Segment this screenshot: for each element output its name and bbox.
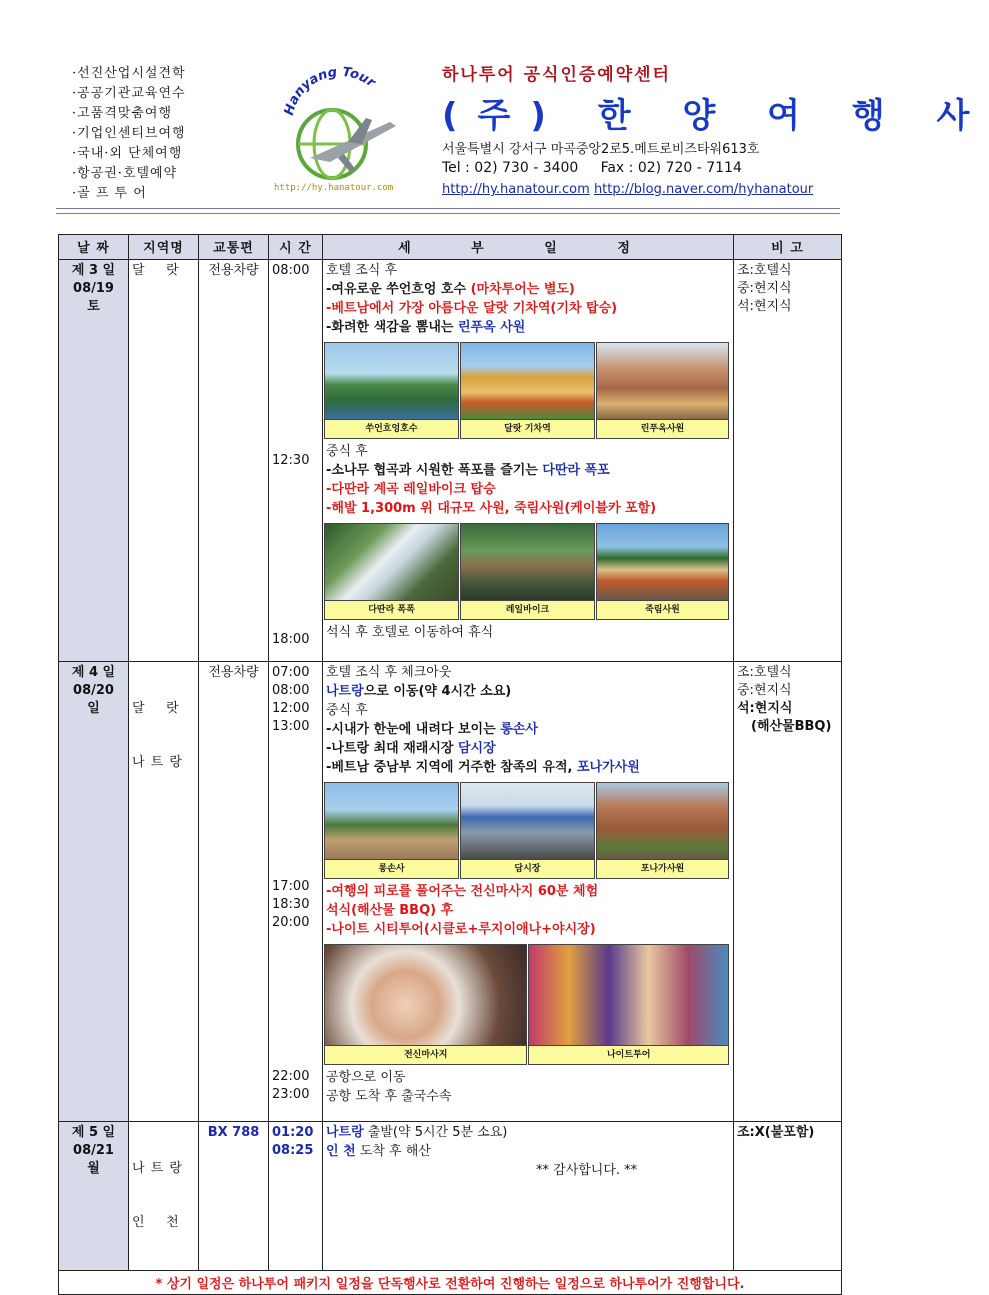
region-cell xyxy=(129,1122,199,1271)
meal-note: 석:현지식 xyxy=(737,701,793,716)
schedule-line xyxy=(326,740,730,759)
photo-caption: 포나가사원 xyxy=(597,859,728,878)
truclam-image xyxy=(597,524,728,600)
service-item: ·고품격맞춤여행 xyxy=(72,106,173,121)
region-cell xyxy=(129,260,199,662)
day-cell xyxy=(59,1122,129,1271)
line-highlight: 나트랑 xyxy=(326,1125,364,1140)
time-entry: 08:25 xyxy=(272,1143,314,1158)
col-date: 날 짜 xyxy=(59,235,129,260)
schedule-line: 중식 후 xyxy=(326,703,368,718)
time-entry: 18:00 xyxy=(272,632,310,647)
photo-station xyxy=(460,342,595,439)
longson-image xyxy=(325,783,458,859)
notes-cell xyxy=(734,662,842,1122)
schedule-line: 호텔 조식 후 체크아웃 xyxy=(326,665,452,680)
photo-caption: 린푸옥사원 xyxy=(597,419,728,438)
date-label: 08/21 xyxy=(73,1143,114,1158)
line-highlight: 담시장 xyxy=(458,741,496,756)
lake-image xyxy=(325,343,458,419)
line-highlight: 나트랑 xyxy=(326,684,364,699)
company-links xyxy=(442,182,813,197)
time-cell xyxy=(269,662,323,1122)
time-cell xyxy=(269,1122,323,1271)
photo-railbike xyxy=(460,523,595,620)
col-details: 세 부 일 정 xyxy=(323,235,734,260)
photo-caption: 달랏 기차역 xyxy=(461,419,594,438)
time-entry: 13:00 xyxy=(272,719,310,734)
logo-text: Hanyang Tour xyxy=(281,64,378,118)
line-text: -화려한 색감을 뽐내는 xyxy=(326,320,458,335)
photo-caption: 쑤언흐엉호수 xyxy=(325,419,458,438)
service-item: ·공공기관교육연수 xyxy=(72,86,186,101)
photo-massage xyxy=(324,944,527,1065)
schedule-line: 공항 도착 후 출국수속 xyxy=(326,1089,452,1104)
flight-number: BX 788 xyxy=(207,1125,260,1140)
weekday-label: 일 xyxy=(87,701,100,716)
weekday-label: 토 xyxy=(87,299,100,314)
homepage-link[interactable]: http://hy.hanatour.com xyxy=(442,182,590,197)
region-label: 인 천 xyxy=(132,1215,180,1230)
schedule-line: 호텔 조식 후 xyxy=(326,263,398,278)
day-cell xyxy=(59,260,129,662)
schedule-line: -여행의 피로를 풀어주는 전신마사지 60분 체험 xyxy=(326,884,599,899)
schedule-line xyxy=(326,721,730,740)
time-entry: 08:00 xyxy=(272,263,310,278)
station-image xyxy=(461,343,594,419)
globe-plane-logo-icon xyxy=(270,62,410,192)
photo-caption: 담시장 xyxy=(461,859,594,878)
transport-label: 전용차량 xyxy=(208,263,259,278)
schedule-line xyxy=(326,1143,730,1162)
photo-nightmarket xyxy=(528,944,729,1065)
notes-cell xyxy=(734,260,842,662)
table-row-day3 xyxy=(59,260,842,662)
line-text: 도착 후 해산 xyxy=(355,1144,431,1159)
meal-note: 조:호텔식 xyxy=(737,263,792,278)
meal-note: 조:X(불포함) xyxy=(737,1125,815,1140)
date-label: 08/20 xyxy=(73,683,114,698)
line-text: 출발(약 5시간 5분 소요) xyxy=(363,1125,508,1140)
services-list xyxy=(72,64,186,204)
photo-caption: 롱손사 xyxy=(325,859,458,878)
photo-waterfall xyxy=(324,523,459,620)
line-highlight: (마차투어는 별도) xyxy=(470,282,575,297)
waterfall-image xyxy=(325,524,458,600)
photo-lake xyxy=(324,342,459,439)
col-region: 지역명 xyxy=(129,235,199,260)
ponagar-image xyxy=(597,783,728,859)
table-row-day4 xyxy=(59,662,842,1122)
blog-link[interactable]: http://blog.naver.com/hyhanatour xyxy=(593,182,814,197)
photo-strip xyxy=(324,342,730,439)
schedule-line: -해발 1,300m 위 대규모 사원, 죽림사원(케이블카 포함) xyxy=(326,501,657,516)
header-divider xyxy=(56,208,840,214)
schedule-line: -베트남에서 가장 아름다운 달랏 기차역(기차 탑승) xyxy=(326,301,618,316)
time-entry: 01:20 xyxy=(272,1125,314,1140)
schedule-line xyxy=(326,759,730,778)
schedule-line: 공항으로 이동 xyxy=(326,1070,406,1085)
schedule-line: -나이트 시티투어(시클로+루지이애나+야시장) xyxy=(326,922,596,937)
time-entry: 12:00 xyxy=(272,701,310,716)
photo-ponagar xyxy=(596,782,729,879)
schedule-line xyxy=(326,1124,730,1143)
day-label: 제 3 일 xyxy=(71,263,116,278)
meal-note: 중:현지식 xyxy=(737,683,792,698)
schedule-line: 석식(해산물 BBQ) 후 xyxy=(326,903,454,918)
weekday-label: 월 xyxy=(87,1161,100,1176)
table-header-row xyxy=(59,235,842,260)
footer-row xyxy=(59,1271,842,1295)
schedule-line xyxy=(326,683,730,702)
schedule-line: 중식 후 xyxy=(326,444,368,459)
company-name: (주) 한 양 여 행 사 xyxy=(442,96,989,136)
time-entry: 18:30 xyxy=(272,897,310,912)
date-label: 08/19 xyxy=(73,281,114,296)
photo-strip xyxy=(324,782,730,879)
line-text: 으로 이동(약 4시간 소요) xyxy=(363,684,512,699)
schedule-line xyxy=(326,319,730,338)
details-cell xyxy=(323,260,734,662)
line-text: -소나무 협곡과 시원한 폭포를 즐기는 xyxy=(326,463,543,478)
line-highlight: 린푸옥 사원 xyxy=(458,320,526,335)
schedule-line: -다딴라 계곡 레일바이크 탑승 xyxy=(326,482,496,497)
company-logo xyxy=(270,62,410,192)
service-item: ·국내·외 단체여행 xyxy=(72,146,183,161)
schedule-table xyxy=(58,234,842,1295)
service-item: ·선진산업시설견학 xyxy=(72,66,186,81)
line-text: -시내가 한눈에 내려다 보이는 xyxy=(326,722,501,737)
line-text: -여유로운 쑤언흐엉 호수 xyxy=(326,282,471,297)
schedule-line xyxy=(326,462,730,481)
time-entry: 20:00 xyxy=(272,915,310,930)
massage-image xyxy=(325,945,526,1045)
schedule-line: 석식 후 호텔로 이동하여 휴식 xyxy=(326,625,494,640)
temple-image xyxy=(597,343,728,419)
line-highlight: 포나가사원 xyxy=(576,760,640,775)
day-label: 제 5 일 xyxy=(71,1125,116,1140)
details-cell xyxy=(323,662,734,1122)
day-cell xyxy=(59,662,129,1122)
photo-strip xyxy=(324,523,730,620)
col-transport: 교통편 xyxy=(199,235,269,260)
logo-url: http://hy.hanatour.com xyxy=(274,183,394,192)
photo-caption: 나이트투어 xyxy=(529,1045,728,1064)
transport-label: 전용차량 xyxy=(208,665,259,680)
meal-note: 중:현지식 xyxy=(737,281,792,296)
photo-truclam xyxy=(596,523,729,620)
line-text: -베트남 중남부 지역에 거주한 참족의 유적, xyxy=(326,760,577,775)
photo-caption: 전신마사지 xyxy=(325,1045,526,1064)
time-entry: 17:00 xyxy=(272,879,310,894)
meal-note: (해산물BBQ) xyxy=(751,719,832,734)
time-cell xyxy=(269,260,323,662)
region-cell xyxy=(129,662,199,1122)
details-cell xyxy=(323,1122,734,1271)
line-highlight: 인 천 xyxy=(326,1144,356,1159)
company-tel-fax: Tel : 02) 730 - 3400 Fax : 02) 720 - 7114 xyxy=(442,160,742,176)
region-label: 달 랏 xyxy=(132,263,180,278)
time-entry: 12:30 xyxy=(272,453,310,468)
transport-cell xyxy=(199,260,269,662)
table-row-day5 xyxy=(59,1122,842,1271)
col-notes: 비 고 xyxy=(734,235,842,260)
line-highlight: 다딴라 폭포 xyxy=(542,463,610,478)
photo-caption: 죽림사원 xyxy=(597,600,728,619)
company-address: 서울특별시 강서구 마곡중앙2로5.메트로비즈타워613호 xyxy=(442,142,760,157)
region-label: 나 트 랑 xyxy=(132,755,183,770)
meal-note: 조:호텔식 xyxy=(737,665,792,680)
line-text: -나트랑 최대 재래시장 xyxy=(326,741,458,756)
photo-longson xyxy=(324,782,459,879)
region-label: 나 트 랑 xyxy=(132,1161,183,1176)
company-subtitle: 하나투어 공식인증예약센터 xyxy=(442,65,671,85)
photo-market xyxy=(460,782,595,879)
day-label: 제 4 일 xyxy=(71,665,116,680)
schedule-line xyxy=(326,281,730,300)
market-image xyxy=(461,783,594,859)
line-highlight: 롱손사 xyxy=(500,722,538,737)
service-item: ·골 프 투 어 xyxy=(72,186,147,201)
col-time: 시 간 xyxy=(269,235,323,260)
time-entry: 23:00 xyxy=(272,1087,310,1102)
railbike-image xyxy=(461,524,594,600)
transport-cell xyxy=(199,662,269,1122)
time-entry: 08:00 xyxy=(272,683,310,698)
photo-strip xyxy=(324,944,730,1065)
photo-caption: 레일바이크 xyxy=(461,600,594,619)
service-item: ·항공권·호텔예약 xyxy=(72,166,178,181)
meal-note: 석:현지식 xyxy=(737,299,792,314)
photo-caption: 다딴라 폭폭 xyxy=(325,600,458,619)
service-item: ·기업인센티브여행 xyxy=(72,126,186,141)
footer-note: * 상기 일정은 하나투어 패키지 일정을 단독행사로 전환하여 진행하는 일정으로 하나투어가 진행합니다. xyxy=(59,1271,842,1295)
thanks-line: ** 감사합니다. ** xyxy=(536,1163,638,1178)
notes-cell xyxy=(734,1122,842,1271)
region-label: 달 랏 xyxy=(132,701,180,716)
time-entry: 07:00 xyxy=(272,665,310,680)
time-entry: 22:00 xyxy=(272,1069,310,1084)
photo-temple xyxy=(596,342,729,439)
transport-cell xyxy=(199,1122,269,1271)
nightmarket-image xyxy=(529,945,728,1045)
